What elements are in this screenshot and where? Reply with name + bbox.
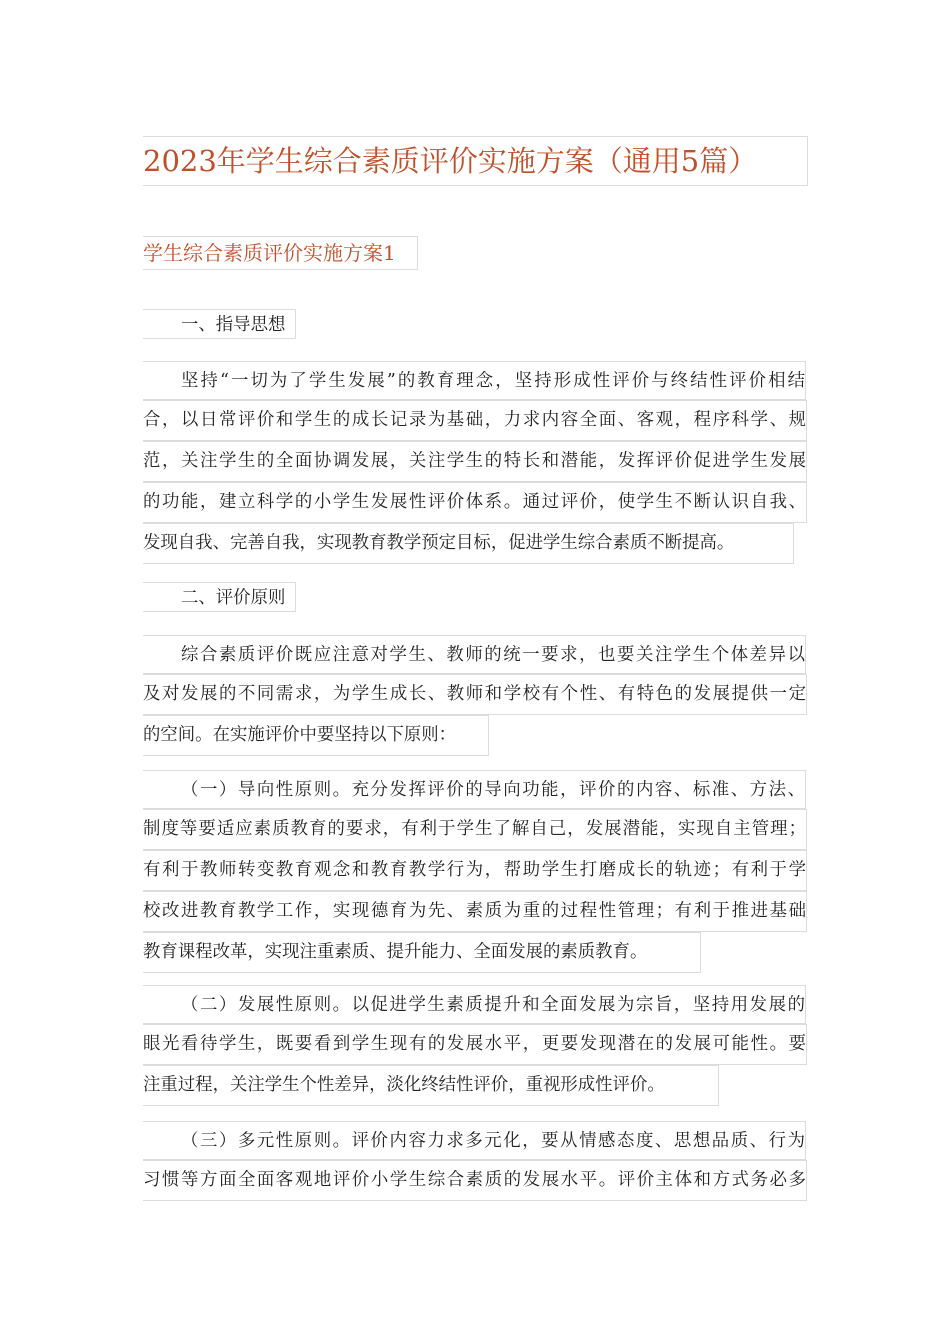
paragraph-line: 范，关注学生的全面协调发展，关注学生的特长和潜能，发挥评价促进学生发展 bbox=[143, 441, 807, 482]
paragraph-line: 综合素质评价既应注意对学生、教师的统一要求，也要关注学生个体差异以 bbox=[143, 635, 806, 674]
section-subtitle: 学生综合素质评价实施方案1 bbox=[143, 236, 418, 270]
paragraph-guidance-principle bbox=[143, 770, 807, 973]
paragraph-line: （三）多元性原则。评价内容力求多元化，要从情感态度、思想品质、行为 bbox=[143, 1121, 806, 1160]
paragraph-development-principle bbox=[143, 985, 807, 1106]
paragraph-line: 习惯等方面全面客观地评价小学生综合素质的发展水平。评价主体和方式务必多 bbox=[143, 1160, 807, 1201]
paragraph-line: 注重过程，关注学生个性差异，淡化终结性评价，重视形成性评价。 bbox=[143, 1065, 719, 1106]
paragraph-evaluation-principles bbox=[143, 635, 807, 756]
paragraph-guiding-ideology bbox=[143, 361, 807, 564]
heading-guiding-ideology: 一、指导思想 bbox=[143, 309, 296, 339]
paragraph-line: 的空间。在实施评价中要坚持以下原则： bbox=[143, 715, 489, 756]
paragraph-line: 制度等要适应素质教育的要求，有利于学生了解自己，发展潜能，实现自主管理； bbox=[143, 809, 807, 850]
paragraph-line: 发现自我、完善自我，实现教育教学预定目标，促进学生综合素质不断提高。 bbox=[143, 523, 794, 564]
paragraph-line: 校改进教育教学工作，实现德育为先、素质为重的过程性管理；有利于推进基础 bbox=[143, 891, 807, 932]
paragraph-line: 及对发展的不同需求，为学生成长、教师和学校有个性、有特色的发展提供一定 bbox=[143, 674, 807, 715]
paragraph-diversity-principle bbox=[143, 1121, 807, 1201]
heading-evaluation-principles: 二、评价原则 bbox=[143, 582, 296, 612]
paragraph-line: 的功能，建立科学的小学生发展性评价体系。通过评价，使学生不断认识自我、 bbox=[143, 482, 807, 523]
paragraph-line: （二）发展性原则。以促进学生素质提升和全面发展为宗旨，坚持用发展的 bbox=[143, 985, 806, 1024]
paragraph-line: 合，以日常评价和学生的成长记录为基础，力求内容全面、客观，程序科学、规 bbox=[143, 400, 807, 441]
paragraph-line: 坚持“一切为了学生发展”的教育理念，坚持形成性评价与终结性评价相结 bbox=[143, 361, 806, 400]
document-title: 2023年学生综合素质评价实施方案（通用5篇） bbox=[143, 136, 808, 186]
paragraph-line: 有利于教师转变教育观念和教育教学行为，帮助学生打磨成长的轨迹；有利于学 bbox=[143, 850, 807, 891]
paragraph-line: 教育课程改革，实现注重素质、提升能力、全面发展的素质教育。 bbox=[143, 932, 701, 973]
paragraph-line: （一）导向性原则。充分发挥评价的导向功能，评价的内容、标准、方法、 bbox=[143, 770, 806, 809]
paragraph-line: 眼光看待学生，既要看到学生现有的发展水平，更要发现潜在的发展可能性。要 bbox=[143, 1024, 807, 1065]
